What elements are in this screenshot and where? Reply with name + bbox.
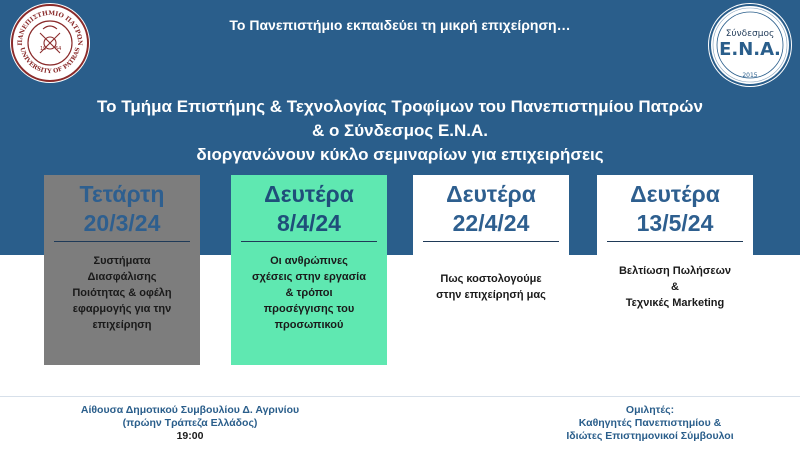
seminar-topic [52, 253, 192, 333]
seminar-card [597, 175, 753, 365]
topic-line: επιχείρηση [92, 319, 152, 331]
topic-line: Βελτίωση Πωλήσεων [618, 265, 732, 277]
speakers-heading: Ομιλητές: [625, 404, 675, 416]
ena-logo-small-text: Σύνδεσμος [725, 29, 775, 39]
seal-year-right: 64 [55, 46, 62, 52]
seminar-date: 13/5/24 [636, 210, 714, 236]
venue-line: Αίθουσα Δημοτικού Συμβουλίου Δ. Αγρινίου [80, 404, 300, 416]
seminar-day: Δευτέρα [264, 181, 354, 207]
topic-line: & τρόποι [285, 287, 333, 299]
seal-ring-bottom: UNIVERSITY OF PATRAS [18, 46, 82, 76]
topic-line: σχέσεις στην εργασία [252, 271, 366, 283]
venue-line: (πρώην Τράπεζα Ελλάδος) [122, 417, 258, 429]
seminar-topic [421, 271, 561, 303]
university-of-patras-logo [10, 3, 90, 83]
topic-line: Πως κοστολογούμε [440, 273, 542, 285]
seminar-date: 22/4/24 [452, 210, 530, 236]
topic-line: Τεχνικές Marketing [625, 297, 725, 309]
speakers-line: Καθηγητές Πανεπιστημίου & [578, 417, 722, 429]
seal-year-left: 19 [40, 46, 47, 52]
topic-line: Οι ανθρώπινες [270, 255, 348, 267]
topic-line: προσέγγισης του [263, 303, 355, 315]
seminar-day: Δευτέρα [630, 181, 720, 207]
topic-line: & [671, 281, 679, 293]
divider [54, 241, 190, 242]
headline-line: & ο Σύνδεσμος Ε.Ν.Α. [311, 121, 489, 140]
ena-association-logo [708, 3, 792, 87]
divider [423, 241, 559, 242]
topic-line: Ποιότητας & οφέλη [72, 287, 172, 299]
speakers-info [520, 404, 780, 443]
headline [60, 95, 740, 167]
seminar-date: 8/4/24 [277, 210, 341, 236]
topic-line: προσωπικού [274, 319, 344, 331]
ena-logo-big-text: Ε.Ν.Α. [719, 39, 781, 60]
divider [241, 241, 377, 242]
seal-ring-top: ΠΑΝΕΠΙΣΤΗΜΙΟ ΠΑΤΡΩΝ [16, 9, 84, 46]
headline-line: Το Τμήμα Επιστήμης & Τεχνολογίας Τροφίμων του Πανεπιστημίου Πατρών [97, 97, 703, 116]
speakers-line: Ιδιώτες Επιστημονικοί Σύμβουλοι [566, 430, 734, 442]
divider [607, 241, 743, 242]
ena-logo-year: 2015 [742, 72, 758, 79]
seminar-card [44, 175, 200, 365]
headline-line: διοργανώνουν κύκλο σεμιναρίων για επιχειρήσεις [196, 145, 604, 164]
seminar-day: Δευτέρα [446, 181, 536, 207]
seminar-topic [239, 253, 379, 333]
topic-line: εφαρμογής για την [72, 303, 172, 315]
seminar-topic [605, 263, 745, 311]
seminar-card [231, 175, 387, 365]
seminar-day: Τετάρτη [79, 181, 165, 207]
event-time: 19:00 [176, 430, 204, 442]
venue-info [40, 404, 340, 443]
seminar-card [413, 175, 569, 365]
seminar-date: 20/3/24 [83, 210, 161, 236]
topic-line: Διασφάλισης [87, 271, 157, 283]
topic-line: στην επιχείρησή μας [436, 289, 546, 301]
tagline: Το Πανεπιστήμιο εκπαιδεύει τη μικρή επιχείρηση… [229, 17, 571, 33]
topic-line: Συστήματα [93, 255, 151, 267]
